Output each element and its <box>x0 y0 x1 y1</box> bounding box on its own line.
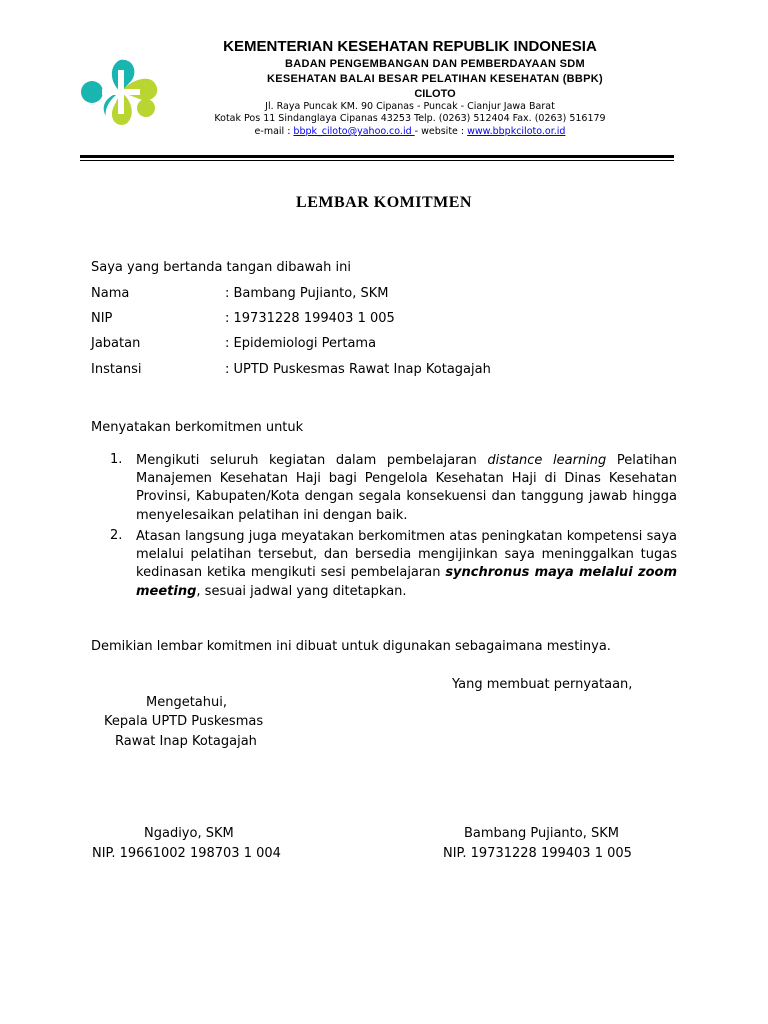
list-item: Atasan langsung juga meyatakan berkomitmen atas peningkatan kompetensi saya melalui pelatihan tersebut, dan bersedia mengijinkan saya meninggalkan tugas kedinasan ketika mengikuti sesi pembelajaran synchronus maya melalui zoom meeting, sesuai jadwal yang ditetapkan. <box>136 529 677 599</box>
agency-name-line2: KESEHATAN BALAI BESAR PELATIHAN KESEHATAN (BBPK) <box>266 73 604 85</box>
list-item: Mengikuti seluruh kegiatan dalam pembelajaran distance learning Pelatihan Manajemen Kesehatan Haji bagi Pengelola Kesehatan Haji di Dinas Kesehatan Provinsi, Kabupaten/Kota dengan segala konsekuensi dan tanggung jawab hingga menyelesaikan pelatihan ini dengan baik. <box>136 453 677 523</box>
list-item-emphasis: distance learning <box>487 453 607 468</box>
field-value-nip: : 19731228 199403 1 005 <box>225 311 395 326</box>
agency-name-line1: BADAN PENGEMBANGAN DAN PEMBERDAYAAN SDM <box>285 58 585 70</box>
website-link[interactable]: www.bbpkciloto.or.id <box>467 126 566 137</box>
website-label: - website : <box>414 126 468 137</box>
signer-left-name: Ngadiyo, SKM <box>144 826 234 841</box>
field-label-nama: Nama <box>91 286 130 301</box>
field-label-instansi: Instansi <box>91 362 142 377</box>
ministry-name: KEMENTERIAN KESEHATAN REPUBLIK INDONESIA <box>223 38 597 55</box>
document-title: LEMBAR KOMITMEN <box>296 194 472 211</box>
field-label-jabatan: Jabatan <box>91 336 141 351</box>
list-item-number: 2. <box>110 528 123 543</box>
field-value-instansi: : UPTD Puskesmas Rawat Inap Kotagajah <box>225 362 491 377</box>
intro-text: Saya yang bertanda tangan dibawah ini <box>91 260 351 275</box>
ministry-logo-icon <box>80 56 162 128</box>
closing-text: Demikian lembar komitmen ini dibuat untuk digunakan sebagaimana mestinya. <box>91 639 611 654</box>
list-item-emphasis: synchronus maya melalui zoom meeting <box>136 565 677 599</box>
field-value-nama: : Bambang Pujianto, SKM <box>225 286 389 301</box>
field-label-nip: NIP <box>91 311 113 326</box>
address-line1: Jl. Raya Puncak KM. 90 Cipanas - Puncak - Cianjur Jawa Barat <box>265 101 555 112</box>
list-item-number: 1. <box>110 452 123 467</box>
email-label: e-mail : <box>254 126 294 137</box>
letterhead-divider-thick <box>80 155 674 158</box>
field-value-jabatan: : Epidemiologi Pertama <box>225 336 377 351</box>
email-link[interactable]: bbpk_ciloto@yahoo.co.id <box>293 126 415 137</box>
signer-right-name: Bambang Pujianto, SKM <box>464 826 619 841</box>
acknowledge-line3: Rawat Inap Kotagajah <box>115 734 257 749</box>
acknowledge-line2: Kepala UPTD Puskesmas <box>104 714 264 729</box>
contact-line <box>160 126 660 137</box>
acknowledge-line1: Mengetahui, <box>146 695 227 710</box>
maker-label: Yang membuat pernyataan, <box>452 677 633 692</box>
address-line2: Kotak Pos 11 Sindanglaya Cipanas 43253 Telp. (0263) 512404 Fax. (0263) 516179 <box>214 113 606 124</box>
agency-name-line3: CILOTO <box>414 88 456 100</box>
letterhead-divider-thin <box>80 160 674 161</box>
statement-text: Menyatakan berkomitmen untuk <box>91 420 304 435</box>
signer-right-nip: NIP. 19731228 199403 1 005 <box>443 846 632 861</box>
signer-left-nip: NIP. 19661002 198703 1 004 <box>92 846 281 861</box>
